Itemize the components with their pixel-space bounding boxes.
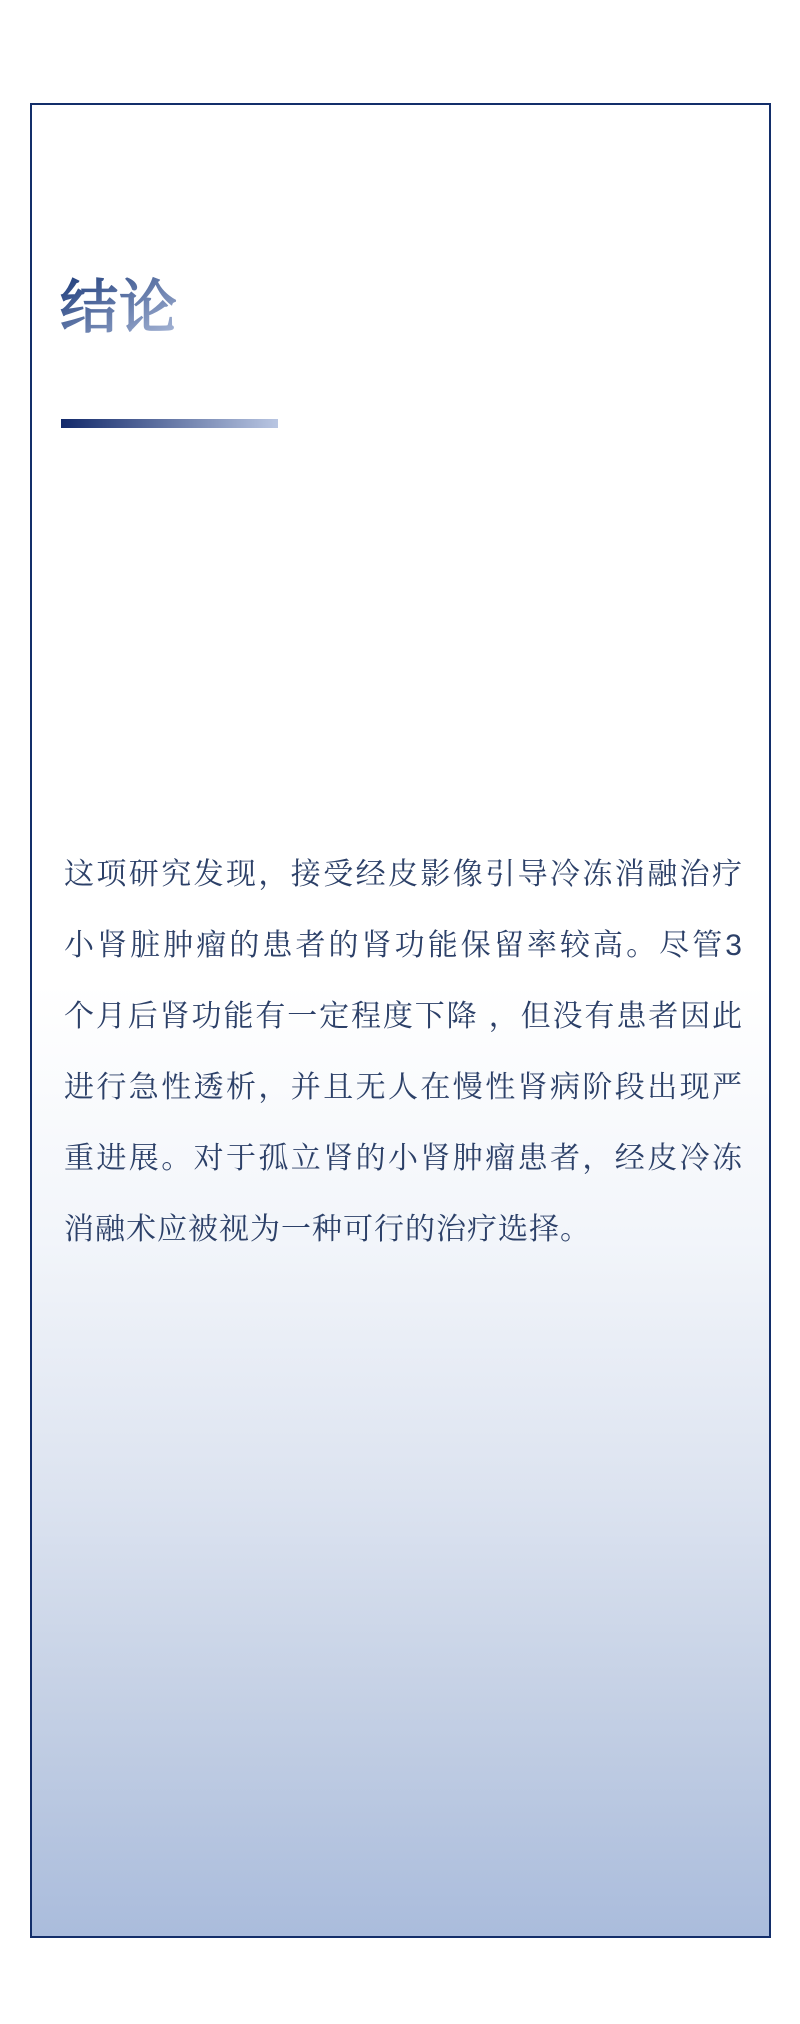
paragraph-line: 这项研究发现，接受经皮影像引导冷冻消融治疗 <box>64 858 743 891</box>
paragraph-line: 个月后肾功能有一定程度下降 ，但没有患者因此 <box>64 1000 743 1033</box>
page-title: 结论 <box>60 275 179 340</box>
paragraph-line: 小肾脏肿瘤的患者的肾功能保留率较高。尽管3 <box>64 929 743 962</box>
conclusion-paragraph <box>64 839 743 1265</box>
paragraph-line: 重进展。对于孤立肾的小肾肿瘤患者，经皮冷冻 <box>64 1142 743 1175</box>
title-underline-bar <box>61 419 278 428</box>
conclusion-card <box>30 103 771 1938</box>
paragraph-line: 进行急性透析，并且无人在慢性肾病阶段出现严 <box>64 1071 743 1104</box>
paragraph-line: 消融术应被视为一种可行的治疗选择。 <box>64 1213 591 1246</box>
